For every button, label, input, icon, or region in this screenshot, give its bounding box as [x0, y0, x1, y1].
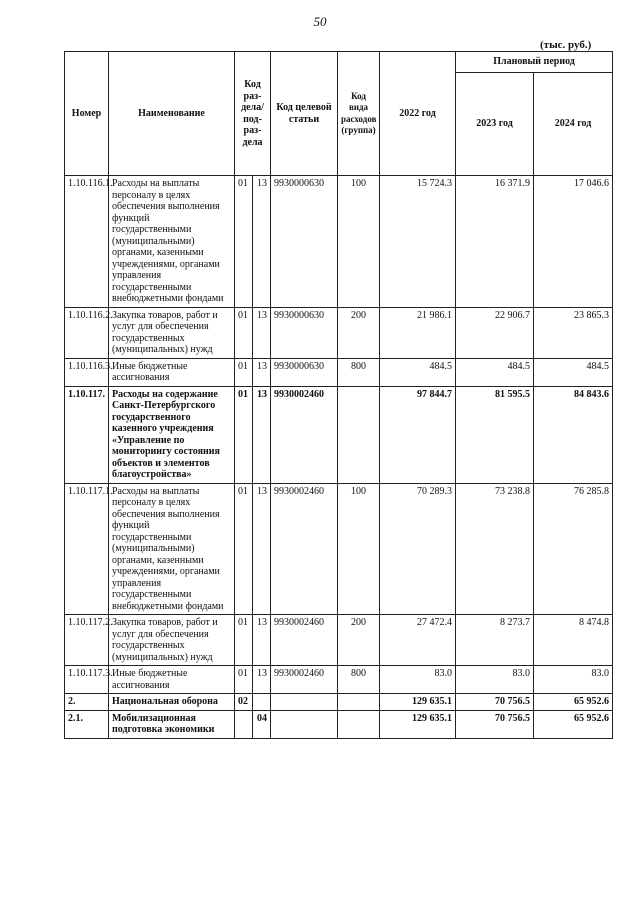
table-row — [65, 176, 613, 308]
row-target-code: 9930000630 — [271, 358, 338, 386]
header-name: Наименование — [109, 52, 235, 176]
row-subsection: 13 — [253, 386, 271, 483]
row-section: 01 — [235, 615, 253, 666]
row-subsection: 13 — [253, 176, 271, 308]
row-name: Мобилизационная подготовка экономики — [109, 710, 235, 738]
row-number: 1.10.117.2. — [65, 615, 109, 666]
row-number: 1.10.116.2. — [65, 307, 109, 358]
row-section: 01 — [235, 358, 253, 386]
table-row — [65, 615, 613, 666]
row-name: Расходы на содержание Санкт-Петербургского государственного казенного учреждения «Управление по мониторингу состояния объектов и элементов благоустройства» — [109, 386, 235, 483]
row-2024: 65 952.6 — [534, 710, 613, 738]
row-2022: 21 986.1 — [380, 307, 456, 358]
row-number: 1.10.117.3. — [65, 666, 109, 694]
row-2023: 16 371.9 — [456, 176, 534, 308]
row-2024: 83.0 — [534, 666, 613, 694]
header-row — [65, 52, 613, 73]
row-name: Закупка товаров, работ и услуг для обеспечения государственных (муниципальных) нужд — [109, 615, 235, 666]
row-section: 02 — [235, 694, 253, 711]
row-subsection: 13 — [253, 615, 271, 666]
row-section: 01 — [235, 483, 253, 615]
row-2023: 70 756.5 — [456, 710, 534, 738]
header-year-2022: 2022 год — [380, 52, 456, 176]
row-2023: 484.5 — [456, 358, 534, 386]
table-row — [65, 694, 613, 711]
header-number: Номер — [65, 52, 109, 176]
row-section: 01 — [235, 176, 253, 308]
row-subsection — [253, 694, 271, 711]
row-2023: 73 238.8 — [456, 483, 534, 615]
row-name: Иные бюджетные ассигнования — [109, 358, 235, 386]
row-expense-type — [338, 694, 380, 711]
row-2022: 70 289.3 — [380, 483, 456, 615]
budget-table — [64, 51, 613, 739]
row-expense-type: 200 — [338, 615, 380, 666]
row-2022: 15 724.3 — [380, 176, 456, 308]
row-2024: 65 952.6 — [534, 694, 613, 711]
row-name: Национальная оборона — [109, 694, 235, 711]
row-target-code — [271, 694, 338, 711]
row-number: 2. — [65, 694, 109, 711]
row-name: Иные бюджетные ассигнования — [109, 666, 235, 694]
row-2022: 83.0 — [380, 666, 456, 694]
header-year-2024: 2024 год — [534, 73, 613, 176]
row-2022: 129 635.1 — [380, 694, 456, 711]
row-expense-type — [338, 710, 380, 738]
row-target-code: 9930002460 — [271, 615, 338, 666]
header-year-2023: 2023 год — [456, 73, 534, 176]
units-label: (тыс. руб.) — [540, 39, 592, 51]
row-expense-type: 200 — [338, 307, 380, 358]
page-number: 50 — [313, 14, 327, 29]
row-2024: 84 843.6 — [534, 386, 613, 483]
row-expense-type — [338, 386, 380, 483]
table-row — [65, 386, 613, 483]
row-expense-type: 800 — [338, 358, 380, 386]
row-name: Закупка товаров, работ и услуг для обеспечения государственных (муниципальных) нужд — [109, 307, 235, 358]
header-target-code: Код целевой статьи — [271, 52, 338, 176]
row-2023: 22 906.7 — [456, 307, 534, 358]
table-row — [65, 710, 613, 738]
row-target-code: 9930002460 — [271, 666, 338, 694]
row-number: 2.1. — [65, 710, 109, 738]
row-2024: 484.5 — [534, 358, 613, 386]
header-expense-type: Код вида расходов (группа) — [338, 52, 380, 176]
row-target-code: 9930000630 — [271, 307, 338, 358]
row-number: 1.10.116.1. — [65, 176, 109, 308]
row-subsection: 13 — [253, 307, 271, 358]
row-2024: 17 046.6 — [534, 176, 613, 308]
row-2024: 8 474.8 — [534, 615, 613, 666]
row-2022: 97 844.7 — [380, 386, 456, 483]
row-subsection: 13 — [253, 666, 271, 694]
row-2023: 81 595.5 — [456, 386, 534, 483]
row-number: 1.10.117.1. — [65, 483, 109, 615]
row-2024: 23 865.3 — [534, 307, 613, 358]
table-row — [65, 666, 613, 694]
row-expense-type: 800 — [338, 666, 380, 694]
header-planned-period: Плановый период — [456, 52, 613, 73]
row-name: Расходы на выплаты персоналу в целях обеспечения выполнения функций государственными (муниципальными) органами, казенными учреждениями, органами управления государственными внебюджетными фондами — [109, 176, 235, 308]
table-row — [65, 483, 613, 615]
row-target-code: 9930002460 — [271, 483, 338, 615]
row-2023: 8 273.7 — [456, 615, 534, 666]
row-2022: 484.5 — [380, 358, 456, 386]
row-target-code: 9930002460 — [271, 386, 338, 483]
row-subsection: 13 — [253, 483, 271, 615]
row-name: Расходы на выплаты персоналу в целях обеспечения выполнения функций государственными (муниципальными) органами, казенными учреждениями, органами управления государственными внебюджетными фондами — [109, 483, 235, 615]
row-2022: 129 635.1 — [380, 710, 456, 738]
row-subsection: 13 — [253, 358, 271, 386]
row-target-code — [271, 710, 338, 738]
row-number: 1.10.117. — [65, 386, 109, 483]
table-row — [65, 307, 613, 358]
row-2024: 76 285.8 — [534, 483, 613, 615]
row-expense-type: 100 — [338, 176, 380, 308]
row-2022: 27 472.4 — [380, 615, 456, 666]
table-row — [65, 358, 613, 386]
row-section: 01 — [235, 386, 253, 483]
row-expense-type: 100 — [338, 483, 380, 615]
header-section-code: Код раз-дела/ под-раз-дела — [235, 52, 271, 176]
row-subsection: 04 — [253, 710, 271, 738]
row-section: 01 — [235, 307, 253, 358]
row-2023: 70 756.5 — [456, 694, 534, 711]
row-2023: 83.0 — [456, 666, 534, 694]
row-section: 01 — [235, 666, 253, 694]
row-target-code: 9930000630 — [271, 176, 338, 308]
row-section — [235, 710, 253, 738]
row-number: 1.10.116.3. — [65, 358, 109, 386]
